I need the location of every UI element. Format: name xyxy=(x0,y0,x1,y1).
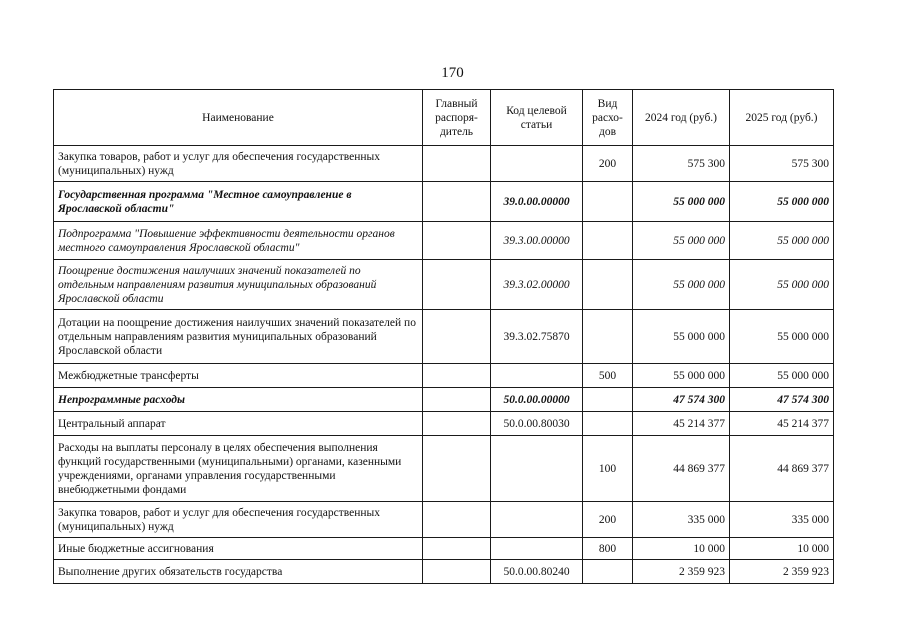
table-row xyxy=(54,260,834,310)
cell-grbs xyxy=(423,222,491,260)
cell-2025: 45 214 377 xyxy=(730,412,834,436)
cell-2025: 575 300 xyxy=(730,146,834,182)
cell-name: Закупка товаров, работ и услуг для обеспечения государственных (муниципальных) нужд xyxy=(54,146,423,182)
cell-2024: 44 869 377 xyxy=(633,436,730,502)
cell-grbs xyxy=(423,260,491,310)
cell-name: Непрограммные расходы xyxy=(54,388,423,412)
cell-2024: 55 000 000 xyxy=(633,222,730,260)
cell-2024: 55 000 000 xyxy=(633,182,730,222)
table-row xyxy=(54,538,834,560)
cell-code xyxy=(491,538,583,560)
cell-grbs xyxy=(423,538,491,560)
cell-2025: 55 000 000 xyxy=(730,364,834,388)
cell-code: 39.3.02.00000 xyxy=(491,260,583,310)
cell-grbs xyxy=(423,560,491,584)
column-header-2025: 2025 год (руб.) xyxy=(730,90,834,146)
cell-grbs xyxy=(423,502,491,538)
cell-grbs xyxy=(423,436,491,502)
cell-2025: 44 869 377 xyxy=(730,436,834,502)
cell-code: 50.0.00.80240 xyxy=(491,560,583,584)
cell-grbs xyxy=(423,412,491,436)
cell-grbs xyxy=(423,364,491,388)
cell-kind xyxy=(583,560,633,584)
cell-2025: 55 000 000 xyxy=(730,222,834,260)
column-header-code: Код целевой статьи xyxy=(491,90,583,146)
cell-kind: 500 xyxy=(583,364,633,388)
table-row xyxy=(54,560,834,584)
cell-code: 39.0.00.00000 xyxy=(491,182,583,222)
cell-name: Подпрограмма "Повышение эффективности деятельности органов местного самоуправления Ярославской области" xyxy=(54,222,423,260)
cell-kind xyxy=(583,260,633,310)
table-row xyxy=(54,436,834,502)
table-row xyxy=(54,310,834,364)
column-header-2024: 2024 год (руб.) xyxy=(633,90,730,146)
cell-2024: 335 000 xyxy=(633,502,730,538)
cell-code: 50.0.00.80030 xyxy=(491,412,583,436)
cell-name: Иные бюджетные ассигнования xyxy=(54,538,423,560)
cell-2024: 45 214 377 xyxy=(633,412,730,436)
budget-table xyxy=(53,89,834,584)
cell-2024: 55 000 000 xyxy=(633,364,730,388)
column-header-kind: Вид расхо-дов xyxy=(583,90,633,146)
cell-name: Центральный аппарат xyxy=(54,412,423,436)
table-row xyxy=(54,388,834,412)
cell-2024: 47 574 300 xyxy=(633,388,730,412)
cell-code xyxy=(491,502,583,538)
cell-code: 39.3.02.75870 xyxy=(491,310,583,364)
cell-kind xyxy=(583,310,633,364)
cell-grbs xyxy=(423,388,491,412)
table-row xyxy=(54,412,834,436)
cell-kind xyxy=(583,388,633,412)
cell-grbs xyxy=(423,310,491,364)
cell-code xyxy=(491,364,583,388)
cell-2024: 55 000 000 xyxy=(633,260,730,310)
table-header-row xyxy=(54,90,834,146)
cell-code xyxy=(491,436,583,502)
cell-name: Закупка товаров, работ и услуг для обеспечения государственных (муниципальных) нужд xyxy=(54,502,423,538)
cell-kind xyxy=(583,222,633,260)
cell-2025: 47 574 300 xyxy=(730,388,834,412)
page-number: 170 xyxy=(441,65,464,81)
cell-2025: 55 000 000 xyxy=(730,310,834,364)
cell-name: Дотации на поощрение достижения наилучших значений показателей по отдельным направлениям развития муниципальных образований Ярославской области xyxy=(54,310,423,364)
column-header-grbs: Главный распоря-дитель xyxy=(423,90,491,146)
cell-2024: 10 000 xyxy=(633,538,730,560)
table-row xyxy=(54,222,834,260)
cell-grbs xyxy=(423,146,491,182)
cell-name: Выполнение других обязательств государства xyxy=(54,560,423,584)
cell-2024: 55 000 000 xyxy=(633,310,730,364)
table-row xyxy=(54,146,834,182)
cell-2025: 55 000 000 xyxy=(730,260,834,310)
table-row xyxy=(54,182,834,222)
column-header-name: Наименование xyxy=(54,90,423,146)
cell-name: Государственная программа "Местное самоуправление в Ярославской области" xyxy=(54,182,423,222)
cell-2025: 2 359 923 xyxy=(730,560,834,584)
cell-kind: 200 xyxy=(583,146,633,182)
cell-kind: 100 xyxy=(583,436,633,502)
cell-code xyxy=(491,146,583,182)
cell-2025: 55 000 000 xyxy=(730,182,834,222)
cell-name: Межбюджетные трансферты xyxy=(54,364,423,388)
cell-kind: 200 xyxy=(583,502,633,538)
cell-2025: 335 000 xyxy=(730,502,834,538)
table-row xyxy=(54,502,834,538)
cell-code: 50.0.00.00000 xyxy=(491,388,583,412)
cell-name: Расходы на выплаты персоналу в целях обеспечения выполнения функций государственными (муниципальными) органами, казенными учреждениями, органами управления государственными внебюджетными фондами xyxy=(54,436,423,502)
cell-2025: 10 000 xyxy=(730,538,834,560)
cell-grbs xyxy=(423,182,491,222)
cell-2024: 2 359 923 xyxy=(633,560,730,584)
cell-code: 39.3.00.00000 xyxy=(491,222,583,260)
cell-kind xyxy=(583,182,633,222)
table-row xyxy=(54,364,834,388)
cell-kind xyxy=(583,412,633,436)
cell-2024: 575 300 xyxy=(633,146,730,182)
cell-kind: 800 xyxy=(583,538,633,560)
cell-name: Поощрение достижения наилучших значений показателей по отдельным направлениям развития муниципальных образований Ярославской области xyxy=(54,260,423,310)
